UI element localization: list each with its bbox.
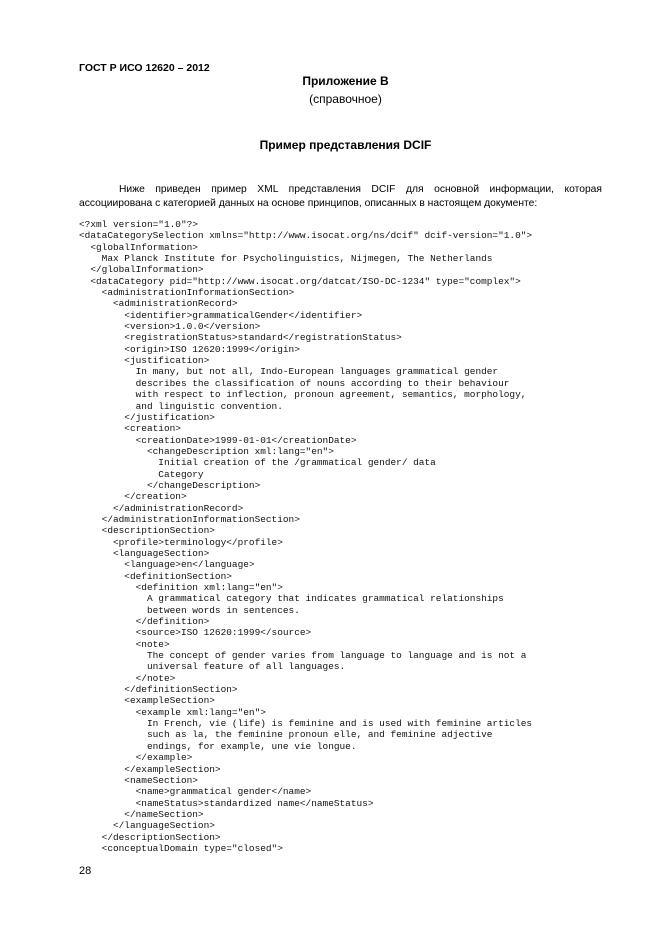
code-line: <identifier>grammaticalGender</identifier>	[79, 309, 363, 321]
code-line: </exampleSection>	[79, 763, 221, 775]
code-line: A grammatical category that indicates grammatical relationships	[79, 593, 504, 605]
code-line: describes the classification of nouns according to their behaviour	[79, 377, 510, 389]
code-line: </note>	[79, 672, 176, 684]
standard-designation: ГОСТ Р ИСО 12620 – 2012	[79, 62, 210, 74]
code-line: <exampleSection>	[79, 695, 215, 707]
code-line: <administrationRecord>	[79, 298, 238, 310]
code-line: <creation>	[79, 423, 181, 435]
code-line: endings, for example, une vie longue.	[79, 740, 357, 752]
code-line: </globalInformation>	[79, 264, 204, 276]
code-line: universal feature of all languages.	[79, 661, 346, 673]
code-line: <nameSection>	[79, 774, 198, 786]
code-line: <source>ISO 12620:1999</source>	[79, 627, 312, 639]
code-line: </changeDescription>	[79, 479, 261, 491]
code-line: <creationDate>1999-01-01</creationDate>	[79, 434, 357, 446]
code-line: <?xml version="1.0"?>	[79, 219, 198, 230]
code-line: In many, but not all, Indo-European languages grammatical gender	[79, 366, 499, 378]
code-line: <version>1.0.0</version>	[79, 321, 261, 333]
page-number: 28	[79, 865, 92, 877]
code-line: <definition xml:lang="en">	[79, 582, 283, 593]
section-heading: Пример представления DCIF	[259, 138, 432, 152]
code-line: <conceptualDomain type="closed">	[79, 842, 283, 854]
code-line: </definition>	[79, 616, 210, 628]
code-line: <language>en</language>	[79, 559, 255, 571]
code-line: <languageSection>	[79, 547, 210, 559]
code-line: </example>	[79, 752, 193, 764]
code-line: The concept of gender varies from language to language and is not a	[79, 650, 527, 662]
code-line: <name>grammatical gender</name>	[79, 786, 312, 798]
code-line: </creation>	[79, 491, 187, 503]
code-line: <note>	[79, 638, 170, 650]
intro-paragraph: Ниже приведен пример XML представления DCIF для основной информации, которая ассоциирована с категорией данных на основе принципов, описанных в настоящем документе:	[79, 184, 602, 209]
code-line: </justification>	[79, 411, 215, 423]
code-line: <profile>terminology</profile>	[79, 536, 283, 548]
code-line: <dataCategorySelection xmlns="http://www.isocat.org/ns/dcif" dcif-version="1.0">	[79, 230, 533, 242]
code-line: <globalInformation>	[79, 241, 198, 253]
code-line: <registrationStatus>standard</registrationStatus>	[79, 332, 402, 344]
code-line: <nameStatus>standardized name</nameStatus>	[79, 797, 374, 809]
code-line: In French, vie (life) is feminine and is used with feminine articles	[79, 718, 533, 730]
code-line: </administrationRecord>	[79, 502, 244, 514]
code-line: <administrationInformationSection>	[79, 287, 295, 299]
code-line: <changeDescription xml:lang="en">	[79, 445, 334, 457]
code-line: such as la, the feminine pronoun elle, and feminine adjective	[79, 729, 493, 741]
code-line: <example xml:lang="en">	[79, 706, 266, 718]
code-line: Category	[79, 468, 204, 480]
xml-code-block	[79, 219, 532, 854]
code-line: </definitionSection>	[79, 684, 238, 696]
code-line: <definitionSection>	[79, 570, 232, 582]
code-line: with respect to inflection, pronoun agreement, semantics, morphology,	[79, 389, 527, 401]
code-line: <descriptionSection>	[79, 525, 215, 537]
code-line: </nameSection>	[79, 808, 204, 820]
code-line: between words in sentences.	[79, 604, 300, 616]
code-line: <justification>	[79, 355, 210, 367]
code-line: and linguistic convention.	[79, 400, 283, 412]
code-line: <dataCategory pid="http://www.isocat.org/datcat/ISO-DC-1234" type="complex">	[79, 275, 521, 287]
code-line: </administrationInformationSection>	[79, 513, 300, 525]
code-line: Initial creation of the /grammatical gender/ data	[79, 457, 436, 469]
code-line: </descriptionSection>	[79, 831, 221, 843]
annex-subtitle: (справочное)	[309, 92, 382, 106]
code-line: <origin>ISO 12620:1999</origin>	[79, 343, 300, 355]
code-line: </languageSection>	[79, 820, 215, 832]
annex-title: Приложение В	[302, 74, 389, 88]
code-line: Max Planck Institute for Psycholinguistics, Nijmegen, The Netherlands	[79, 253, 493, 265]
